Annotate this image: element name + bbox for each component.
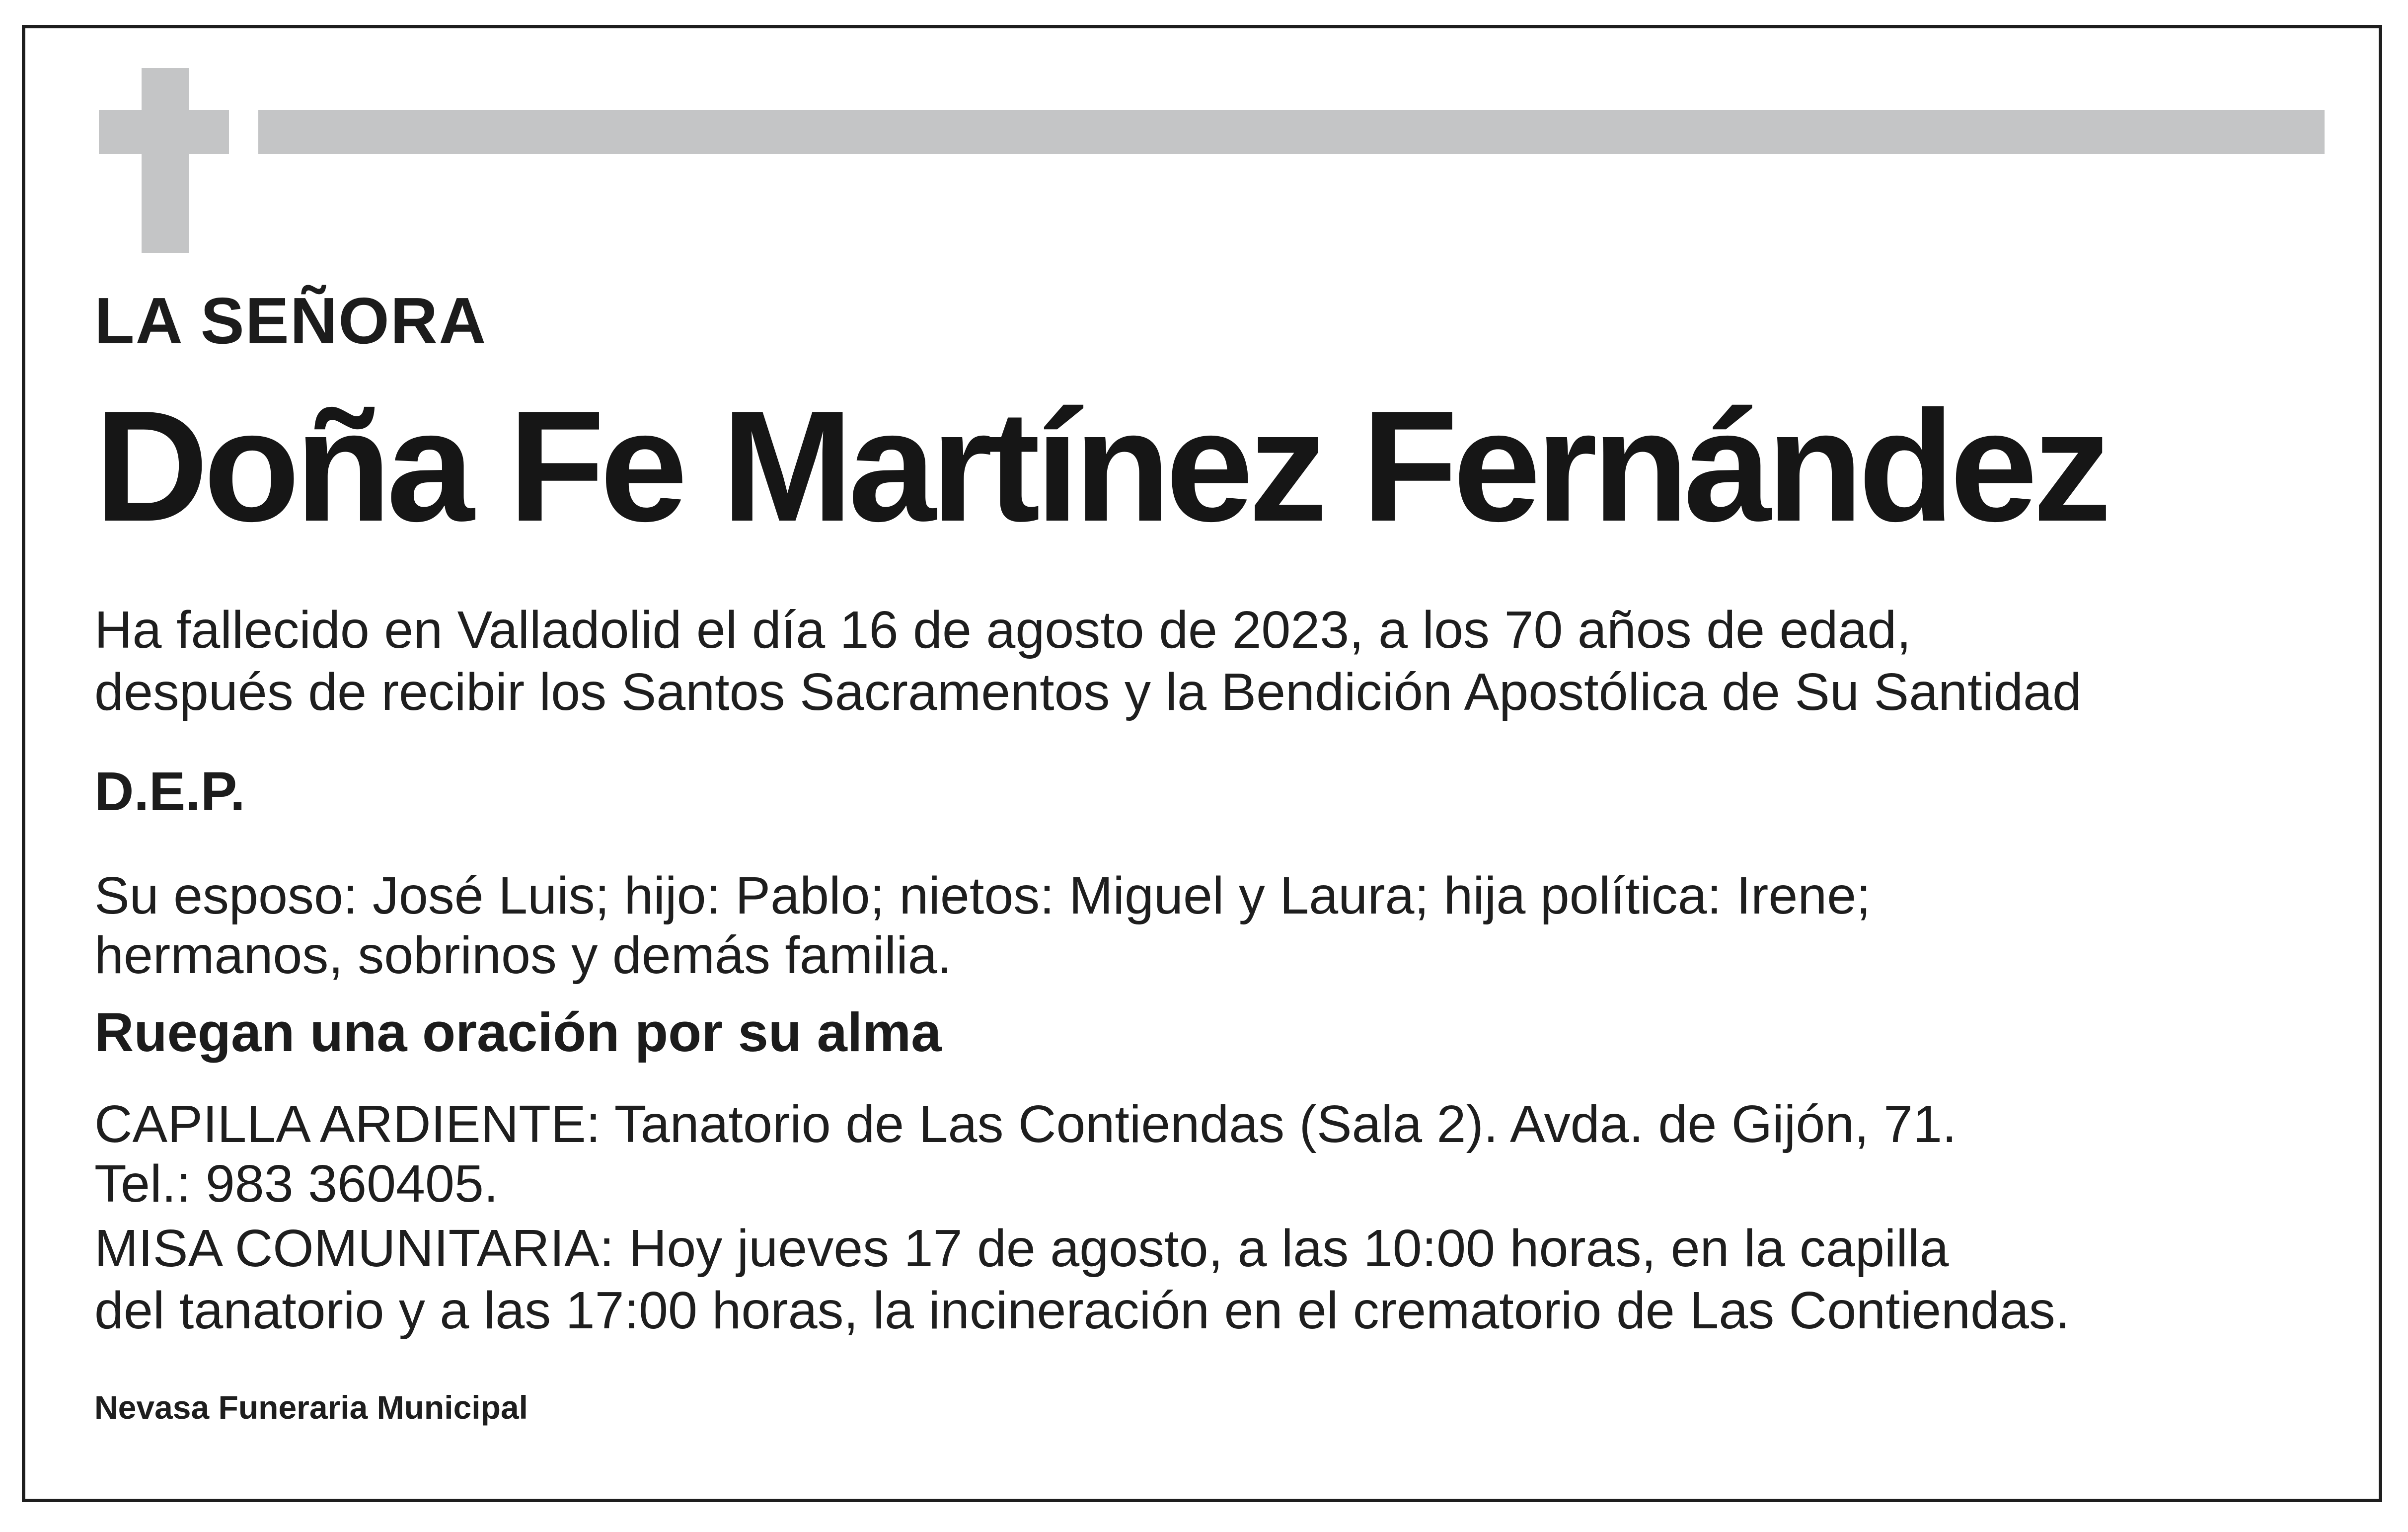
prayer-request: Ruegan una oración por su alma <box>94 1002 942 1063</box>
service-line-4: del tanatorio y a las 17:00 horas, la incineración en el crematorio de Las Contiendas. <box>94 1281 2070 1340</box>
service-line-1: CAPILLA ARDIENTE: Tanatorio de Las Contiendas (Sala 2). Avda. de Gijón, 71. <box>94 1095 1957 1153</box>
death-line-1: Ha fallecido en Valladolid el día 16 de agosto de 2023, a los 70 años de edad, <box>94 601 1911 659</box>
header-rule <box>258 110 2325 154</box>
service-line-2: Tel.: 983 360405. <box>94 1154 499 1213</box>
cross-horizontal-bar <box>99 110 229 154</box>
death-line-2: después de recibir los Santos Sacramentos y la Bendición Apostólica de Su Santidad <box>94 663 2082 721</box>
deceased-name: Doña Fe Martínez Fernández <box>94 378 2107 554</box>
family-line-1: Su esposo: José Luis; hijo: Pablo; nietos: Miguel y Laura; hija política: Irene; <box>94 866 1871 925</box>
family-line-2: hermanos, sobrinos y demás familia. <box>94 926 952 985</box>
title-prefix: LA SEÑORA <box>94 284 487 357</box>
cross-vertical-bar <box>142 68 189 253</box>
funeral-home: Nevasa Funeraria Municipal <box>94 1389 528 1426</box>
service-line-3: MISA COMUNITARIA: Hoy jueves 17 de agosto, a las 10:00 horas, en la capilla <box>94 1219 1949 1278</box>
dep-label: D.E.P. <box>94 761 245 822</box>
